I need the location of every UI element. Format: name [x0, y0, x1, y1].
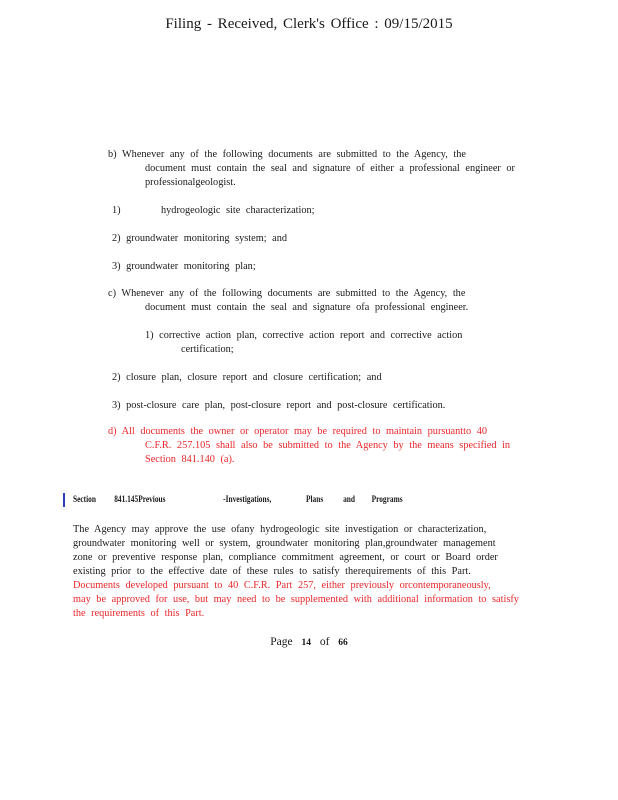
- para-b-line-1: b) Whenever any of the following documents are submitted to the Agency, the: [108, 149, 466, 160]
- section-title-part-3: Plans: [305, 494, 324, 504]
- section-heading: [73, 494, 403, 504]
- body-line-4: existing prior to the effective date of these rules to satisfy therequirements of this Part.: [73, 566, 471, 577]
- page-footer: [0, 636, 618, 648]
- para-b-line-2: document must contain the seal and signature of either a professional engineer or: [145, 163, 515, 174]
- para-b-line-3: professionalgeologist.: [145, 177, 236, 188]
- page-label: Page: [270, 636, 293, 648]
- body-line-2: groundwater monitoring well or system, groundwater monitoring plan,groundwater management: [73, 538, 496, 549]
- body-line-3: zone or preventive response plan, compliance commitment agreement, or court or Board order: [73, 552, 498, 563]
- body-line-5: Documents developed pursuant to 40 C.F.R. Part 257, either previously orcontemporaneously,: [73, 580, 491, 591]
- para-d-line-3: Section 841.140 (a).: [145, 454, 235, 465]
- list-c-item-2: 2) closure plan, closure report and closure certification; and: [112, 372, 382, 383]
- body-line-6: may be approved for use, but may need to be supplemented with additional information to satisfy: [73, 594, 519, 605]
- list-b-item-2: 2) groundwater monitoring system; and: [112, 233, 288, 244]
- section-title-part-4: and: [343, 494, 355, 504]
- para-c-line-1: c) Whenever any of the following documents are submitted to the Agency, the: [108, 288, 466, 299]
- of-label: of: [319, 636, 330, 648]
- para-d-line-1: d) All documents the owner or operator may be required to maintain pursuantto 40: [108, 426, 487, 437]
- filing-header: Filing - Received, Clerk's Office : 09/15/2015: [165, 16, 453, 32]
- para-c-line-2: document must contain the seal and signature ofa professional engineer.: [145, 302, 469, 313]
- section-number-title: 841.145Previous: [114, 494, 166, 504]
- text-cursor-marker: [63, 493, 65, 507]
- page-number: 14: [301, 638, 311, 648]
- body-line-7: the requirements of this Part.: [73, 608, 205, 619]
- section-title-part-5: Programs: [371, 494, 403, 504]
- list-c-item-1-line-2: certification;: [181, 344, 234, 355]
- list-b-item-1-text: hydrogeologic site characterization;: [161, 205, 315, 216]
- section-title-part-2: -Investigations,: [223, 494, 272, 504]
- list-c-item-1-line-1: 1) corrective action plan, corrective action report and corrective action: [145, 330, 463, 341]
- section-label: Section: [73, 494, 96, 504]
- list-b-item-1-number: 1): [112, 205, 121, 216]
- list-c-item-3: 3) post-closure care plan, post-closure report and post-closure certification.: [112, 400, 446, 411]
- para-d-line-2: C.F.R. 257.105 shall also be submitted to the Agency by the means specified in: [145, 440, 511, 451]
- total-pages: 66: [338, 638, 348, 648]
- list-b-item-3: 3) groundwater monitoring plan;: [112, 261, 256, 272]
- body-line-1: The Agency may approve the use ofany hydrogeologic site investigation or characterization,: [73, 524, 487, 535]
